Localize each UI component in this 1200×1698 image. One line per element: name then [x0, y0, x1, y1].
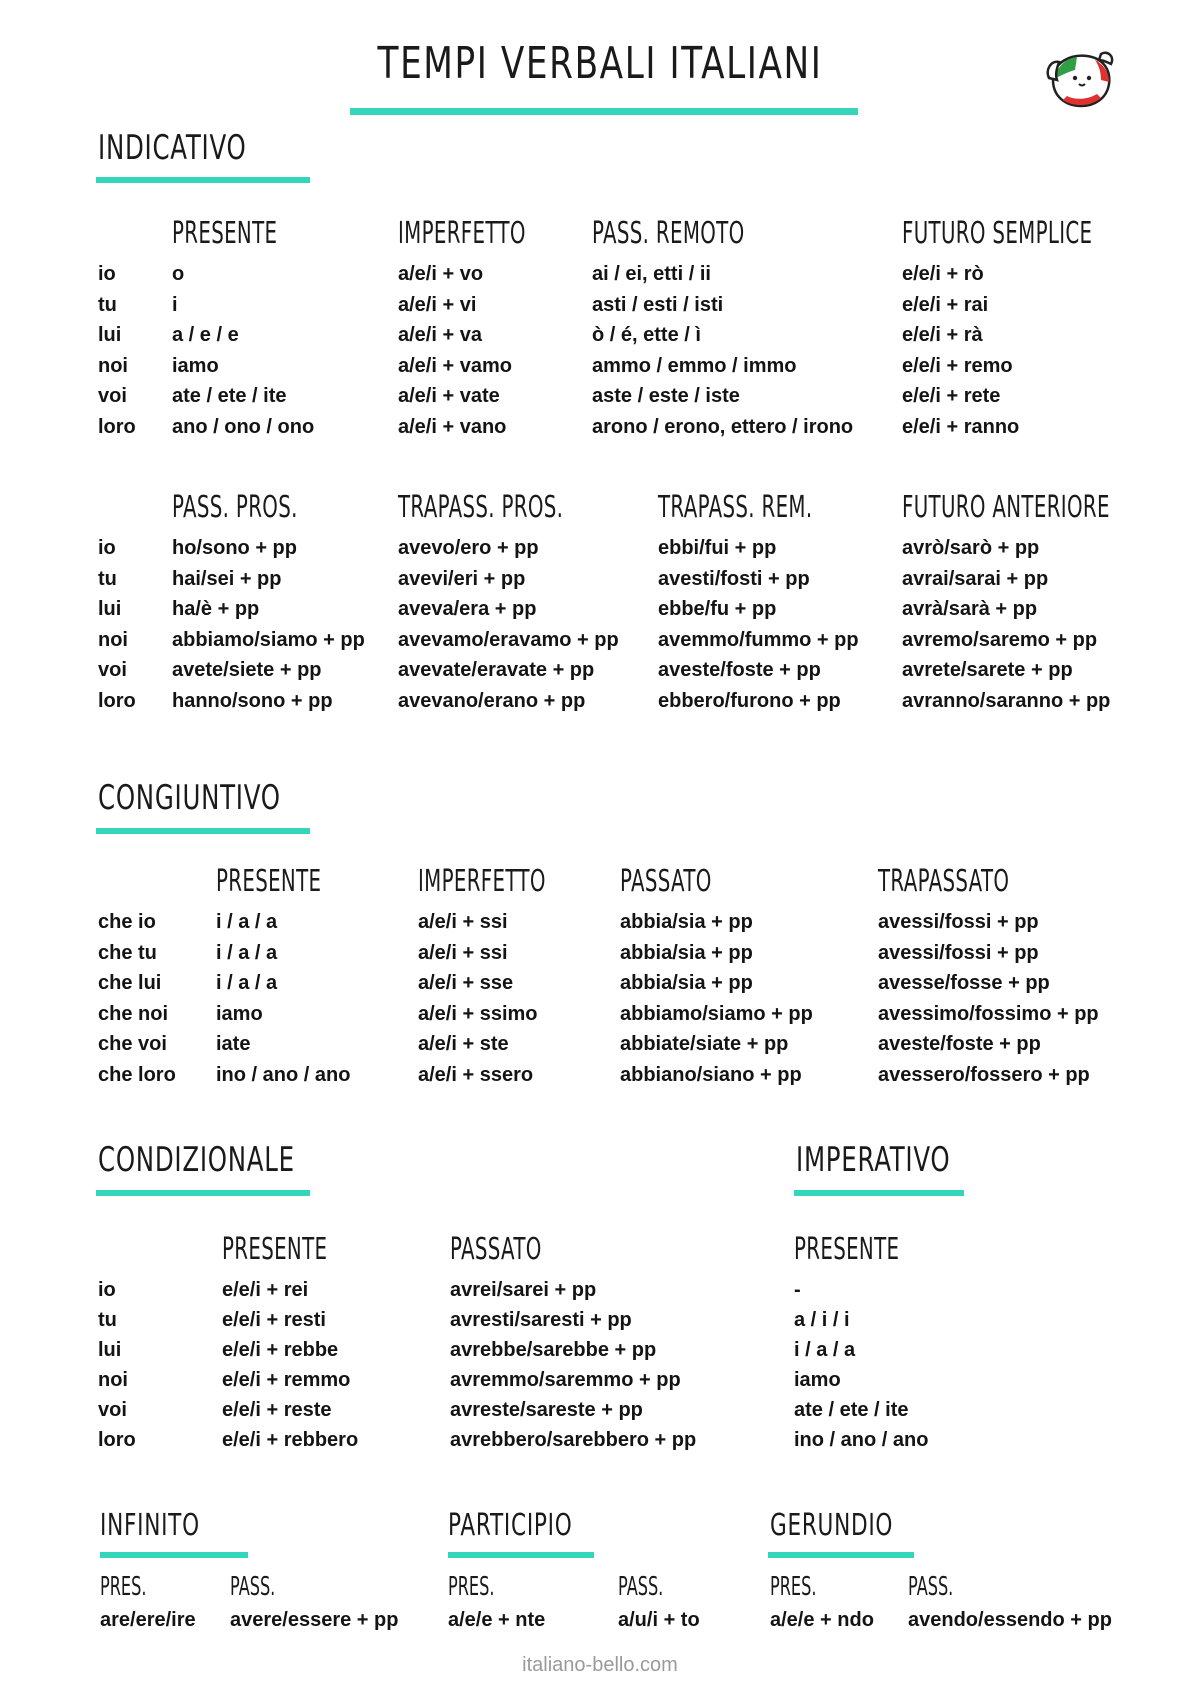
- indicativo-g1-cell: a/e/i + vo: [398, 263, 484, 285]
- condizionale-pronoun: noi: [98, 1369, 128, 1391]
- section-title-gerundio: GERUNDIO: [770, 1508, 894, 1543]
- congiuntivo-cell: iamo: [216, 1002, 263, 1025]
- indicativo-g1-cell: e/e/i + rà: [902, 324, 983, 346]
- congiuntivo-cell: abbiate/siate + pp: [620, 1033, 789, 1055]
- congiuntivo-cell: aveste/foste + pp: [878, 1033, 1041, 1055]
- indicativo-g1-cell: a/e/i + vi: [398, 293, 477, 316]
- indicativo-g1-cell: ate / ete / ite: [172, 385, 287, 407]
- section-underline-imperativo: [794, 1190, 964, 1196]
- congiuntivo-cell: avessero/fossero + pp: [878, 1063, 1090, 1086]
- col-header-cond-presente: PRESENTE: [222, 1232, 328, 1267]
- infinito-pass-label: PASS.: [230, 1572, 276, 1602]
- indicativo-g2-cell: avevamo/eravamo + pp: [398, 628, 619, 651]
- condizionale-pronoun: lui: [98, 1339, 122, 1361]
- indicativo-g2-cell: ebbero/furono + pp: [658, 689, 841, 712]
- infinito-pres-value: are/ere/ire: [100, 1609, 196, 1631]
- congiuntivo-cell: a/e/i + ssi: [418, 911, 508, 933]
- congiuntivo-pronoun: che noi: [98, 1002, 169, 1025]
- indicativo-g2-cell: avesti/fosti + pp: [658, 567, 810, 590]
- condizionale-pronoun: io: [98, 1279, 116, 1301]
- congiuntivo-cell: avessi/fossi + pp: [878, 941, 1039, 964]
- italian-dog-mascot-icon: [1045, 48, 1115, 110]
- indicativo-g2-cell: avevo/ero + pp: [398, 537, 539, 559]
- indicativo-g2-cell: abbiamo/siamo + pp: [172, 628, 365, 651]
- indicativo-g2-cell: avevate/eravate + pp: [398, 659, 595, 681]
- indicativo-g2-cell: ho/sono + pp: [172, 537, 297, 559]
- indicativo-g1-cell: ai / ei, etti / ii: [592, 263, 711, 285]
- indicativo-g2-cell: avete/siete + pp: [172, 659, 322, 681]
- col-header-cond-passato: PASSATO: [450, 1232, 542, 1267]
- congiuntivo-cell: avesse/fosse + pp: [878, 972, 1050, 994]
- col-header-trapass-pros: TRAPASS. PROS.: [398, 490, 564, 525]
- congiuntivo-pronoun: che voi: [98, 1033, 167, 1055]
- indicativo-g1-cell: e/e/i + rò: [902, 263, 984, 285]
- gerundio-pres-value: a/e/e + ndo: [770, 1609, 874, 1631]
- participio-pres-label: PRES.: [448, 1572, 495, 1602]
- section-underline-infinito: [100, 1552, 248, 1558]
- section-title-infinito: INFINITO: [100, 1508, 200, 1543]
- condizionale-cell: avrebbero/sarebbero + pp: [450, 1429, 697, 1451]
- indicativo-g1-cell: a/e/i + vate: [398, 385, 500, 407]
- condizionale-cell: e/e/i + rebbe: [222, 1339, 339, 1361]
- condizionale-pronoun: tu: [98, 1309, 117, 1331]
- indicativo-g1-cell: ò / é, ette / ì: [592, 324, 701, 346]
- page-title: TEMPI VERBALI ITALIANI: [377, 38, 823, 89]
- congiuntivo-cell: iate: [216, 1033, 251, 1055]
- indicativo-g1-pronoun: tu: [98, 293, 117, 316]
- condizionale-cell: e/e/i + resti: [222, 1309, 326, 1331]
- imperativo-cell: i / a / a: [794, 1339, 856, 1361]
- col-header-imp-presente: PRESENTE: [794, 1232, 900, 1267]
- indicativo-g1-cell: e/e/i + remo: [902, 354, 1013, 377]
- indicativo-g2-cell: ebbe/fu + pp: [658, 598, 777, 620]
- congiuntivo-cell: a/e/i + sse: [418, 972, 514, 994]
- congiuntivo-pronoun: che tu: [98, 941, 157, 964]
- congiuntivo-cell: i / a / a: [216, 972, 278, 994]
- congiuntivo-cell: abbiamo/siamo + pp: [620, 1002, 813, 1025]
- congiuntivo-cell: a/e/i + ssi: [418, 941, 508, 964]
- congiuntivo-cell: a/e/i + ste: [418, 1033, 509, 1055]
- condizionale-cell: avrei/sarei + pp: [450, 1279, 597, 1301]
- section-title-imperativo: IMPERATIVO: [796, 1140, 951, 1180]
- congiuntivo-cell: abbiano/siano + pp: [620, 1063, 802, 1086]
- col-header-cong-imperfetto: IMPERFETTO: [418, 864, 546, 899]
- indicativo-g1-cell: arono / erono, ettero / irono: [592, 415, 854, 438]
- indicativo-g2-cell: ha/è + pp: [172, 598, 260, 620]
- condizionale-cell: avremmo/saremmo + pp: [450, 1369, 681, 1391]
- indicativo-g1-pronoun: voi: [98, 385, 127, 407]
- col-header-imperfetto: IMPERFETTO: [398, 216, 526, 251]
- indicativo-g2-cell: ebbi/fui + pp: [658, 537, 777, 559]
- indicativo-g1-cell: o: [172, 263, 185, 285]
- section-title-condizionale: CONDIZIONALE: [98, 1140, 295, 1180]
- indicativo-g2-pronoun: lui: [98, 598, 122, 620]
- col-header-pass-remoto: PASS. REMOTO: [592, 216, 745, 251]
- condizionale-cell: avreste/sareste + pp: [450, 1399, 643, 1421]
- congiuntivo-cell: avessi/fossi + pp: [878, 911, 1039, 933]
- infinito-pass-value: avere/essere + pp: [230, 1609, 399, 1631]
- participio-pass-label: PASS.: [618, 1572, 664, 1602]
- imperativo-cell: ate / ete / ite: [794, 1399, 909, 1421]
- section-underline-gerundio: [768, 1552, 914, 1558]
- indicativo-g1-cell: a / e / e: [172, 324, 239, 346]
- section-title-indicativo: INDICATIVO: [98, 128, 247, 168]
- indicativo-g1-cell: a/e/i + vamo: [398, 354, 512, 377]
- indicativo-g2-cell: avremo/saremo + pp: [902, 628, 1098, 651]
- section-underline-congiuntivo: [96, 828, 310, 834]
- indicativo-g1-cell: ammo / emmo / immo: [592, 354, 797, 377]
- condizionale-cell: avresti/saresti + pp: [450, 1309, 632, 1331]
- indicativo-g1-pronoun: noi: [98, 354, 128, 377]
- indicativo-g2-pronoun: io: [98, 537, 116, 559]
- condizionale-cell: e/e/i + rei: [222, 1279, 309, 1301]
- congiuntivo-pronoun: che lui: [98, 972, 162, 994]
- indicativo-g2-cell: avrete/sarete + pp: [902, 659, 1073, 681]
- indicativo-g1-cell: aste / este / iste: [592, 385, 740, 407]
- section-title-congiuntivo: CONGIUNTIVO: [98, 778, 281, 818]
- indicativo-g1-cell: a/e/i + va: [398, 324, 482, 346]
- indicativo-g2-cell: aveste/foste + pp: [658, 659, 821, 681]
- indicativo-g2-pronoun: noi: [98, 628, 128, 651]
- congiuntivo-pronoun: che io: [98, 911, 156, 933]
- indicativo-g2-cell: avranno/saranno + pp: [902, 689, 1111, 712]
- indicativo-g1-cell: ano / ono / ono: [172, 415, 315, 438]
- col-header-cong-presente: PRESENTE: [216, 864, 322, 899]
- indicativo-g1-cell: e/e/i + ranno: [902, 415, 1020, 438]
- indicativo-g1-cell: i: [172, 293, 178, 316]
- indicativo-g1-pronoun: io: [98, 263, 116, 285]
- indicativo-g1-pronoun: loro: [98, 415, 136, 438]
- congiuntivo-cell: ino / ano / ano: [216, 1063, 351, 1086]
- congiuntivo-cell: abbia/sia + pp: [620, 941, 753, 964]
- indicativo-g2-cell: hai/sei + pp: [172, 567, 282, 590]
- indicativo-g1-pronoun: lui: [98, 324, 122, 346]
- congiuntivo-cell: a/e/i + ssimo: [418, 1002, 538, 1025]
- col-header-futuro-anteriore: FUTURO ANTERIORE: [902, 490, 1110, 525]
- col-header-cong-passato: PASSATO: [620, 864, 712, 899]
- condizionale-cell: e/e/i + reste: [222, 1399, 332, 1421]
- footer-url: italiano-bello.com: [522, 1654, 678, 1676]
- condizionale-pronoun: voi: [98, 1399, 127, 1421]
- imperativo-cell: -: [794, 1279, 801, 1301]
- gerundio-pass-value: avendo/essendo + pp: [908, 1609, 1112, 1631]
- indicativo-g1-cell: a/e/i + vano: [398, 415, 507, 438]
- participio-pass-value: a/u/i + to: [618, 1609, 700, 1631]
- condizionale-cell: avrebbe/sarebbe + pp: [450, 1339, 657, 1361]
- indicativo-g2-cell: hanno/sono + pp: [172, 689, 333, 712]
- col-header-trapass-rem: TRAPASS. REM.: [658, 490, 813, 525]
- col-header-presente: PRESENTE: [172, 216, 278, 251]
- congiuntivo-pronoun: che loro: [98, 1063, 176, 1086]
- indicativo-g2-pronoun: voi: [98, 659, 127, 681]
- participio-pres-value: a/e/e + nte: [448, 1609, 546, 1631]
- indicativo-g2-pronoun: tu: [98, 567, 117, 590]
- indicativo-g1-cell: e/e/i + rete: [902, 385, 1001, 407]
- indicativo-g2-pronoun: loro: [98, 689, 136, 712]
- condizionale-cell: e/e/i + remmo: [222, 1369, 351, 1391]
- imperativo-cell: a / i / i: [794, 1309, 850, 1331]
- congiuntivo-cell: i / a / a: [216, 911, 278, 933]
- condizionale-pronoun: loro: [98, 1429, 136, 1451]
- imperativo-cell: iamo: [794, 1369, 841, 1391]
- indicativo-g2-cell: avemmo/fummo + pp: [658, 628, 859, 651]
- congiuntivo-cell: abbia/sia + pp: [620, 972, 753, 994]
- indicativo-g2-cell: avevano/erano + pp: [398, 689, 586, 712]
- condizionale-cell: e/e/i + rebbero: [222, 1429, 359, 1451]
- indicativo-g2-cell: aveva/era + pp: [398, 598, 537, 620]
- congiuntivo-cell: a/e/i + ssero: [418, 1063, 534, 1086]
- indicativo-g1-cell: e/e/i + rai: [902, 293, 989, 316]
- section-title-participio: PARTICIPIO: [448, 1508, 573, 1543]
- congiuntivo-cell: avessimo/fossimo + pp: [878, 1002, 1099, 1025]
- indicativo-g2-cell: avrà/sarà + pp: [902, 598, 1038, 620]
- indicativo-g2-cell: avevi/eri + pp: [398, 567, 526, 590]
- section-underline-indicativo: [96, 177, 310, 183]
- col-header-futuro-semplice: FUTURO SEMPLICE: [902, 216, 1093, 251]
- section-underline-participio: [448, 1552, 594, 1558]
- gerundio-pass-label: PASS.: [908, 1572, 954, 1602]
- col-header-cong-trapassato: TRAPASSATO: [878, 864, 1010, 899]
- congiuntivo-cell: i / a / a: [216, 941, 278, 964]
- imperativo-cell: ino / ano / ano: [794, 1429, 929, 1451]
- infinito-pres-label: PRES.: [100, 1572, 147, 1602]
- indicativo-g1-cell: iamo: [172, 354, 219, 377]
- title-underline: [350, 108, 858, 115]
- congiuntivo-cell: abbia/sia + pp: [620, 911, 753, 933]
- gerundio-pres-label: PRES.: [770, 1572, 817, 1602]
- indicativo-g1-cell: asti / esti / isti: [592, 293, 724, 316]
- section-underline-condizionale: [96, 1190, 310, 1196]
- col-header-pass-pros: PASS. PROS.: [172, 490, 298, 525]
- indicativo-g2-cell: avrai/sarai + pp: [902, 567, 1049, 590]
- indicativo-g2-cell: avrò/sarò + pp: [902, 537, 1040, 559]
